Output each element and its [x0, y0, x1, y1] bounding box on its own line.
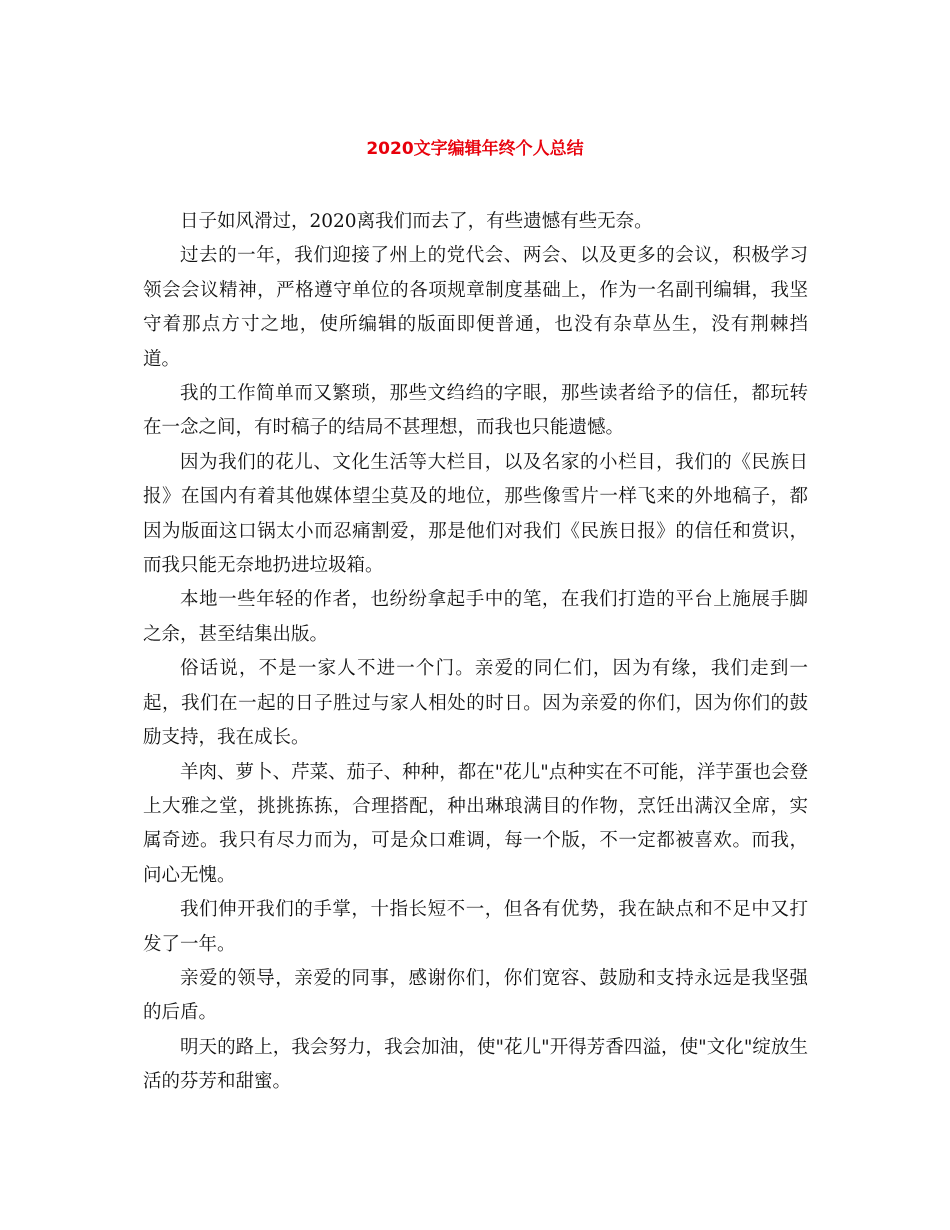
document-title: 2020文字编辑年终个人总结 — [366, 139, 584, 159]
paragraph: 过去的一年，我们迎接了州上的党代会、两会、以及更多的会议，积极学习领会会议精神，严格遵守单位的各项规章制度基础上，作为一名副刊编辑，我坚守着那点方寸之地，使所编辑的版面即便普通，也没有杂草丛生，没有荆棘挡道。 — [143, 245, 808, 370]
document-body — [143, 205, 808, 1100]
paragraph: 我们伸开我们的手掌，十指长短不一，但各有优势，我在缺点和不足中又打发了一年。 — [143, 899, 808, 955]
paragraph: 日子如风滑过，2020离我们而去了，有些遗憾有些无奈。 — [180, 211, 653, 232]
paragraph: 因为我们的花儿、文化生活等大栏目，以及名家的小栏目，我们的《民族日报》在国内有着其他媒体望尘莫及的地位，那些像雪片一样飞来的外地稿子，都因为版面这口锅太小而忍痛割爱，那是他们对我们《民族日报》的信任和赏识，而我只能无奈地扔进垃圾箱。 — [143, 451, 808, 577]
paragraph: 羊肉、萝卜、芹菜、茄子、种种，都在"花儿"点种实在不可能，洋芋蛋也会登上大雅之堂，挑挑拣拣，合理搭配，种出琳琅满目的作物，烹饪出满汉全席，实属奇迹。我只有尽力而为，可是众口难调，每一个版，不一定都被喜欢。而我，问心无愧。 — [143, 761, 808, 886]
paragraph: 明天的路上，我会努力，我会加油，使"花儿"开得芳香四溢，使"文化"绽放生活的芬芳和甜蜜。 — [143, 1036, 808, 1093]
paragraph: 亲爱的领导，亲爱的同事，感谢你们，你们宽容、鼓励和支持永远是我坚强的后盾。 — [143, 967, 808, 1024]
paragraph: 我的工作简单而又繁琐，那些文绉绉的字眼，那些读者给予的信任，都玩转在一念之间，有时稿子的结局不甚理想，而我也只能遗憾。 — [143, 383, 808, 439]
paragraph: 本地一些年轻的作者，也纷纷拿起手中的笔，在我们打造的平台上施展手脚之余，甚至结集出版。 — [143, 589, 808, 645]
paragraph: 俗话说，不是一家人不进一个门。亲爱的同仁们，因为有缘，我们走到一起，我们在一起的日子胜过与家人相处的时日。因为亲爱的你们，因为你们的鼓励支持，我在成长。 — [143, 658, 808, 749]
